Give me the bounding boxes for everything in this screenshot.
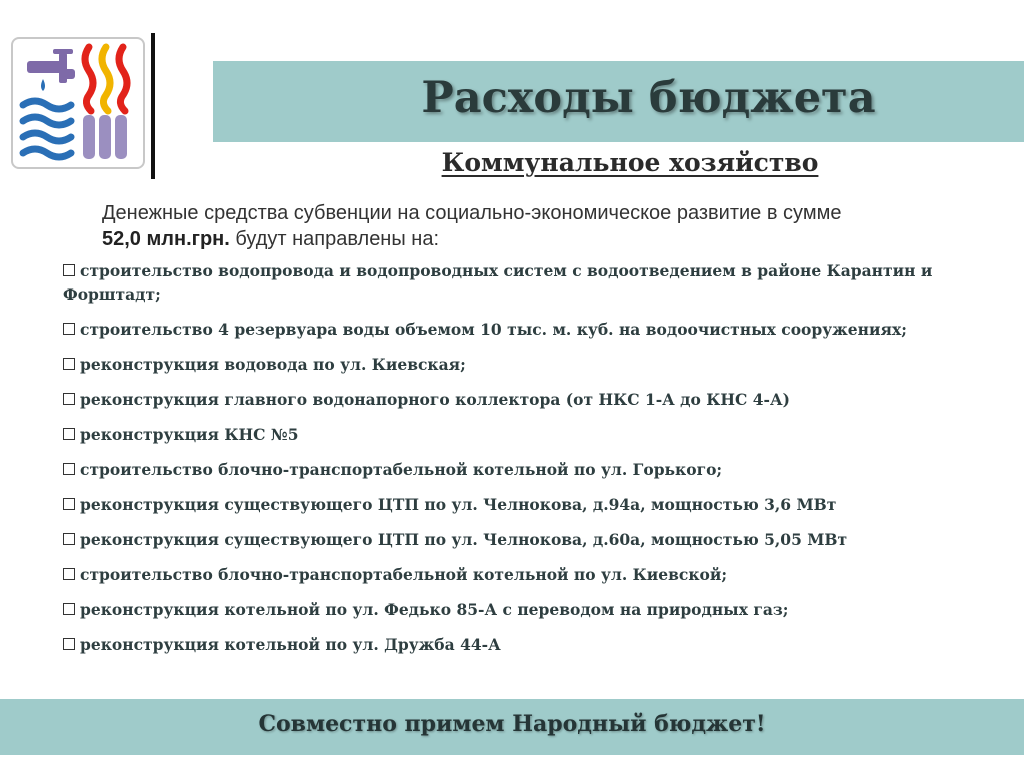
list-item-text: реконструкция существующего ЦТП по ул. Челнокова, д.60а, мощностью 5,05 МВт (80, 530, 848, 549)
page-title: Расходы бюджета (421, 73, 876, 123)
checkbox-icon (63, 603, 75, 615)
list-item (63, 492, 993, 517)
utilities-logo-icon (13, 39, 143, 167)
list-item (63, 457, 993, 482)
intro-text (102, 200, 972, 252)
checkbox-icon (63, 638, 75, 650)
list-item-text: реконструкция котельной по ул. Дружба 44-А (80, 635, 501, 654)
logo-divider (151, 33, 155, 179)
footer-slogan: Совместно примем Народный бюджет! (258, 711, 766, 737)
list-item (63, 352, 993, 377)
list-item (63, 597, 993, 622)
list-item (63, 527, 993, 552)
list-item-text: строительство блочно-транспортабельной котельной по ул. Киевской; (80, 565, 728, 584)
checkbox-icon (63, 568, 75, 580)
list-item (63, 387, 993, 412)
list-item-text: реконструкция существующего ЦТП по ул. Челнокова, д.94а, мощностью 3,6 МВт (80, 495, 837, 514)
list-item-text: реконструкция котельной по ул. Федько 85-А с переводом на природных газ; (80, 600, 789, 619)
list-item-text: реконструкция водовода по ул. Киевская; (80, 355, 466, 374)
checkbox-icon (63, 533, 75, 545)
list-item-text: реконструкция КНС №5 (80, 425, 299, 444)
list-item (63, 562, 993, 587)
checkbox-icon (63, 323, 75, 335)
list-item-text: реконструкция главного водонапорного коллектора (от НКС 1-А до КНС 4-А) (80, 390, 790, 409)
checkbox-icon (63, 358, 75, 370)
list-item (63, 422, 993, 447)
list-item-text: строительство водопровода и водопроводных систем с водоотведением в районе Карантин и Форштадт; (63, 261, 933, 304)
intro-line1: Денежные средства субвенции на социально-экономическое развитие в сумме (102, 202, 842, 224)
checkbox-icon (63, 428, 75, 440)
list-item (63, 317, 993, 342)
expense-list (63, 259, 993, 667)
list-item (63, 632, 993, 657)
footer-band (0, 699, 1024, 755)
list-item-text: строительство 4 резервуара воды объемом 10 тыс. м. куб. на водоочистных сооружениях; (80, 320, 907, 339)
list-item (63, 259, 993, 307)
list-item-text: строительство блочно-транспортабельной котельной по ул. Горького; (80, 460, 723, 479)
intro-line2: будут направлены на: (229, 228, 440, 250)
intro-amount: 52,0 млн.грн. (102, 228, 230, 250)
checkbox-icon (63, 264, 75, 276)
section-subtitle: Коммунальное хозяйство (441, 148, 819, 177)
utilities-logo (11, 37, 145, 169)
checkbox-icon (63, 463, 75, 475)
checkbox-icon (63, 498, 75, 510)
checkbox-icon (63, 393, 75, 405)
title-band (213, 61, 1024, 142)
